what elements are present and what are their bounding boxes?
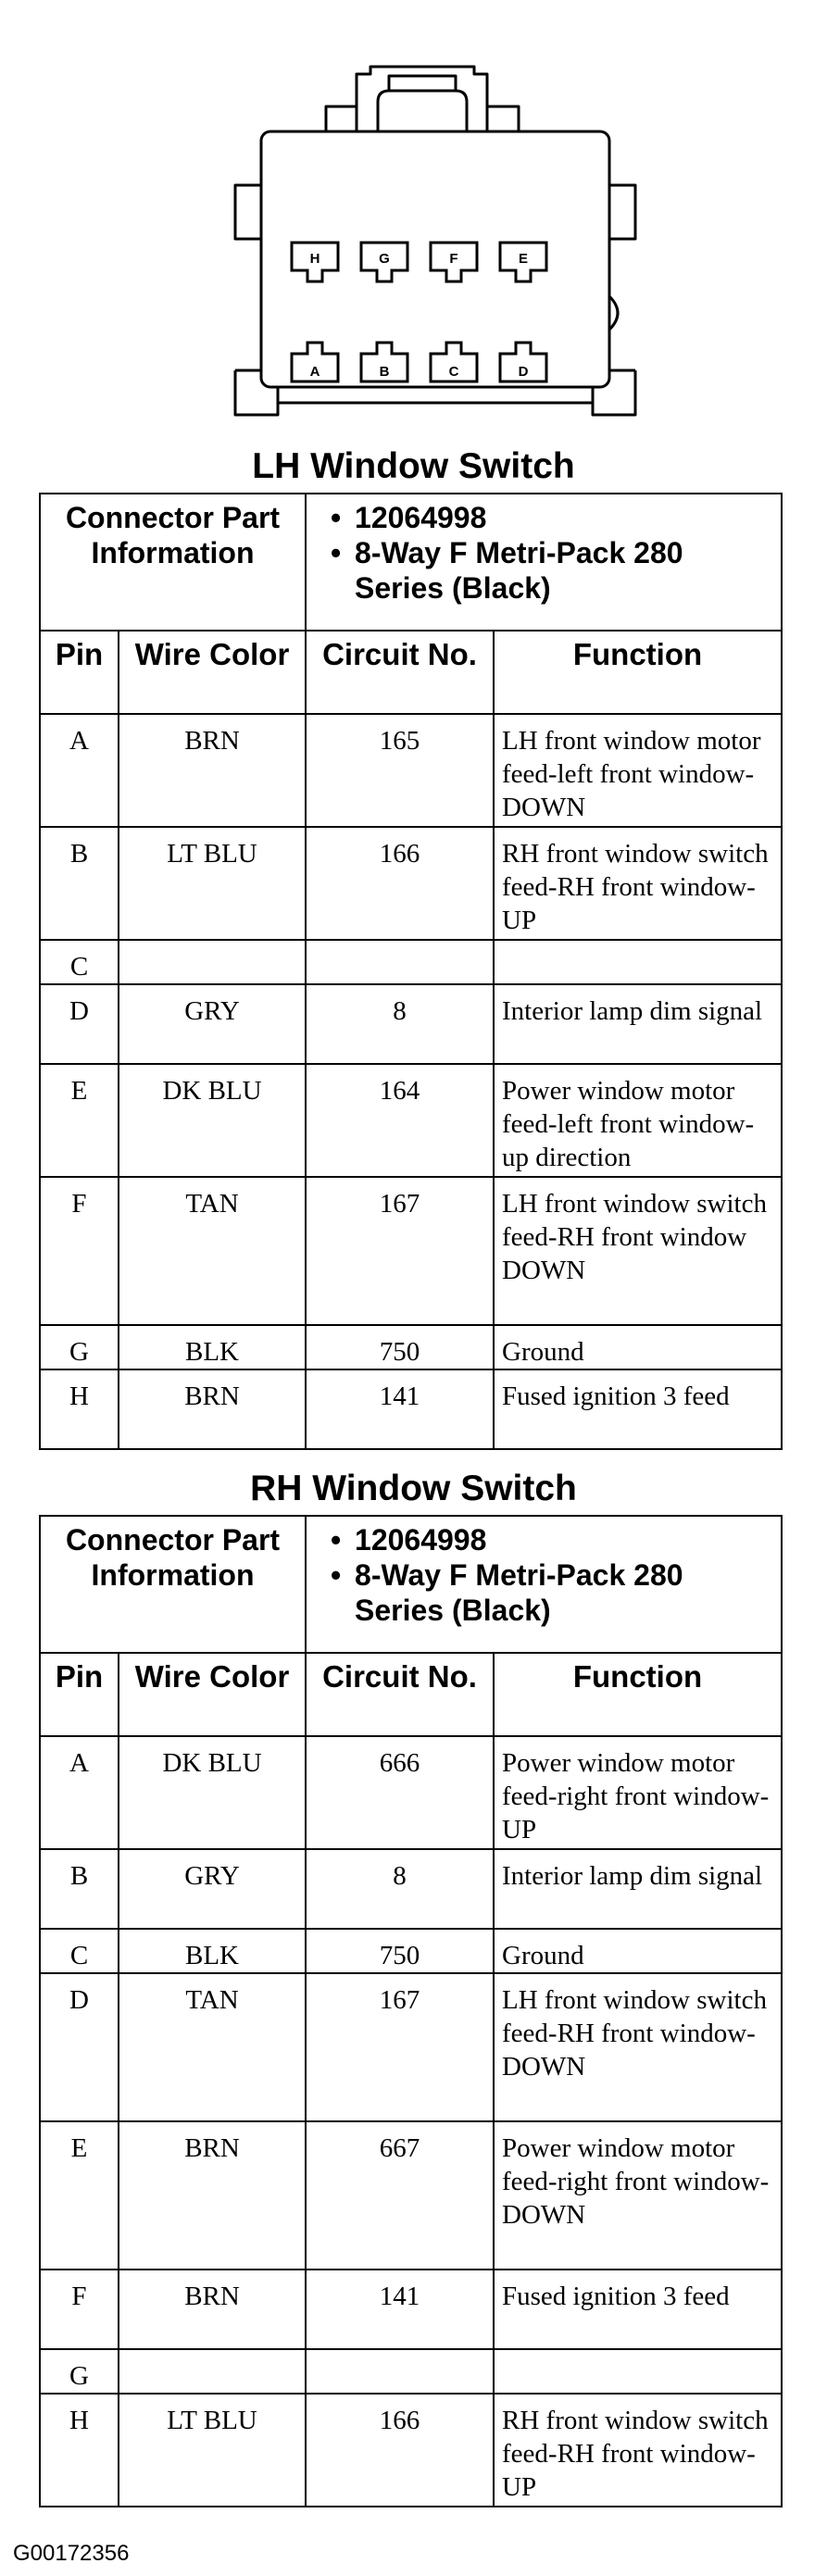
pin-cell: H [40,2394,119,2507]
function-cell: Power window motor feed-right front window-DOWN [494,2121,782,2270]
wire-color-cell: TAN [119,1973,306,2121]
pin-cell: B [40,1849,119,1929]
bottom-cavity-row [292,343,546,381]
table-row [40,2270,782,2349]
table-row [40,1929,782,1973]
circuit-cell: 164 [306,1064,494,1177]
circuit-cell: 167 [306,1177,494,1325]
pin-cell: D [40,1973,119,2121]
pin-cell: C [40,940,119,984]
table-row [40,2349,782,2394]
connector-description: • 8-Way F Metri-Pack 280 Series (Black) [355,535,775,606]
table-row [40,1849,782,1929]
function-cell: Power window motor feed-left front window-up direction [494,1064,782,1177]
wire-color-cell: BRN [119,2121,306,2270]
pin-cell: B [40,827,119,940]
cavity-label: F [449,251,458,267]
function-cell: Ground [494,1929,782,1973]
wire-color-cell: BRN [119,1369,306,1449]
function-cell [494,940,782,984]
table-row [40,2394,782,2507]
wire-color-cell: LT BLU [119,2394,306,2507]
function-cell: Fused ignition 3 feed [494,2270,782,2349]
wire-color-cell: DK BLU [119,1736,306,1849]
circuit-cell [306,940,494,984]
circuit-cell: 165 [306,714,494,827]
pin-cell: E [40,1064,119,1177]
function-cell: RH front window switch feed-RH front window-UP [494,827,782,940]
function-cell [494,2349,782,2394]
lh-table-title: LH Window Switch [252,446,575,486]
pin-cell: G [40,1325,119,1369]
table-row [40,714,782,827]
pin-cell: D [40,984,119,1064]
table-row [40,1973,782,2121]
pin-cell: C [40,1929,119,1973]
table-row [40,1177,782,1325]
pin-cell: G [40,2349,119,2394]
function-cell: Interior lamp dim signal [494,1849,782,1929]
function-cell: Fused ignition 3 feed [494,1369,782,1449]
cavity-label: G [379,251,390,267]
circuit-cell: 8 [306,984,494,1064]
header-function: Function [494,1653,782,1736]
circuit-cell: 750 [306,1325,494,1369]
table-row [40,1369,782,1449]
connector-part-info [306,494,782,631]
pin-cell: A [40,1736,119,1849]
cavity-label: D [518,364,529,380]
lh-pin-table [39,493,783,1450]
cavity-label: C [448,364,459,380]
function-cell: RH front window switch feed-RH front window-UP [494,2394,782,2507]
cavity-label: B [379,364,390,380]
pin-cell: A [40,714,119,827]
wire-color-cell [119,2349,306,2394]
header-circuit-no: Circuit No. [306,631,494,714]
circuit-cell: 8 [306,1849,494,1929]
table-row [40,827,782,940]
header-pin: Pin [40,1653,119,1736]
circuit-cell: 666 [306,1736,494,1849]
top-cavity-row [292,243,546,281]
header-circuit-no: Circuit No. [306,1653,494,1736]
circuit-cell: 141 [306,1369,494,1449]
connector-part-info-label: Connector Part Information [40,1516,306,1653]
circuit-cell: 750 [306,1929,494,1973]
part-number: • 12064998 [355,1522,775,1557]
wire-color-cell: GRY [119,984,306,1064]
table-row [40,1736,782,1849]
circuit-cell: 667 [306,2121,494,2270]
pin-cell: F [40,2270,119,2349]
function-cell: Ground [494,1325,782,1369]
rh-pin-table [39,1515,783,2507]
wire-color-cell: BLK [119,1929,306,1973]
wire-color-cell: BRN [119,714,306,827]
table-row [40,1064,782,1177]
header-function: Function [494,631,782,714]
table-row [40,940,782,984]
header-wire-color: Wire Color [119,631,306,714]
wire-color-cell: BRN [119,2270,306,2349]
function-cell: LH front window switch feed-RH front window-DOWN [494,1973,782,2121]
wire-color-cell: DK BLU [119,1064,306,1177]
header-wire-color: Wire Color [119,1653,306,1736]
function-cell: Power window motor feed-right front window-UP [494,1736,782,1849]
circuit-cell: 166 [306,827,494,940]
connector-part-info [306,1516,782,1653]
table-row [40,984,782,1064]
pin-cell: F [40,1177,119,1325]
function-cell: LH front window motor feed-left front window-DOWN [494,714,782,827]
pin-cell: E [40,2121,119,2270]
rh-table-title: RH Window Switch [250,1469,577,1508]
pin-cell: H [40,1369,119,1449]
function-cell: Interior lamp dim signal [494,984,782,1064]
connector-part-info-label: Connector Part Information [40,494,306,631]
connector-description: • 8-Way F Metri-Pack 280 Series (Black) [355,1557,775,1628]
table-row [40,1325,782,1369]
wire-color-cell: TAN [119,1177,306,1325]
circuit-cell: 167 [306,1973,494,2121]
circuit-cell: 141 [306,2270,494,2349]
cavity-label: E [518,251,529,267]
wire-color-cell: BLK [119,1325,306,1369]
wire-color-cell [119,940,306,984]
cavity-label: H [309,251,320,267]
wire-color-cell: LT BLU [119,827,306,940]
circuit-cell [306,2349,494,2394]
header-pin: Pin [40,631,119,714]
circuit-cell: 166 [306,2394,494,2507]
table-row [40,2121,782,2270]
connector-diagram [0,0,827,443]
figure-id: G00172356 [13,2541,130,2566]
wire-color-cell: GRY [119,1849,306,1929]
function-cell: LH front window switch feed-RH front window DOWN [494,1177,782,1325]
part-number: • 12064998 [355,500,775,535]
cavity-label: A [309,364,320,380]
